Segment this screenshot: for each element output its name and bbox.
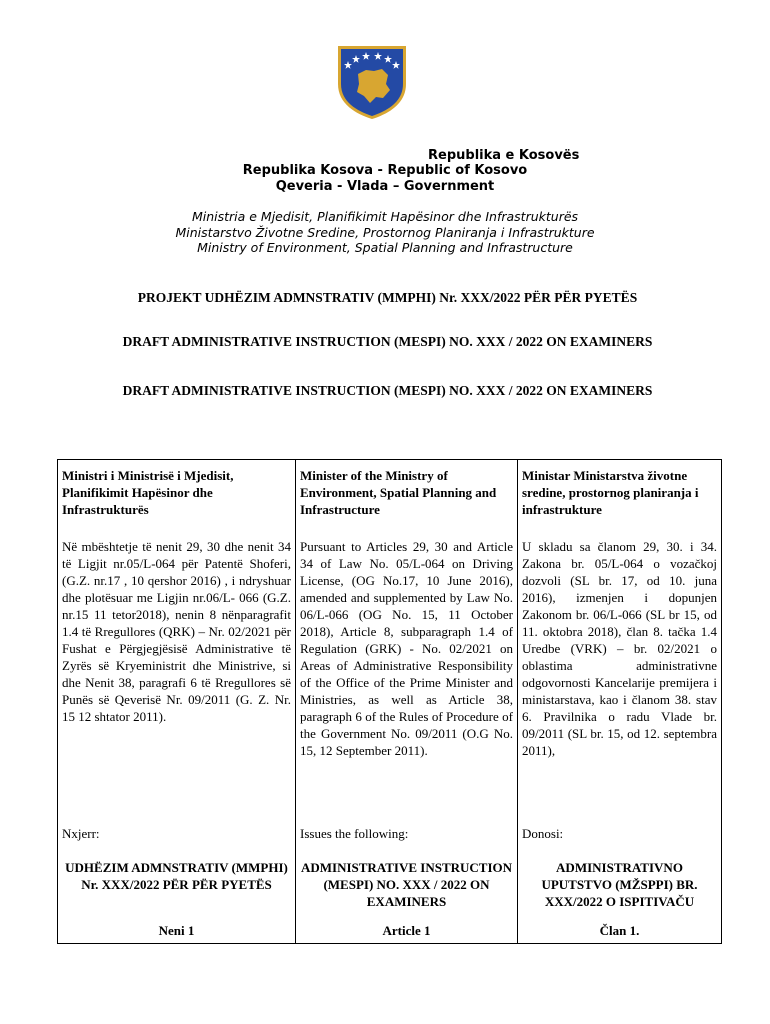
legal-basis-text: U skladu sa članom 29, 30. i 34. Zakona br. 05/L-064 o vozačkoj dozvoli (SL br. 17, od 10. juna 2016), izmenjen i dopunjen Zakonom br. 06/L-066 (SL br 15, od 11. oktobra 2018), član 8. tačka 1.4 Uredbe (VRK) – br. 02/2021 o oblastima administrativne odgovornosti Kancelarije premijera i ministarstava, kao i članom 38. stav 6. Pravilnika o radu Vlade br. 09/2011 (SL br. 15, od 12. septembra 2011), <box>522 539 717 758</box>
article-heading: Neni 1 <box>158 923 195 938</box>
document-title-albanian: PROJEKT UDHËZIM ADMNSTRATIV (MMPHI) Nr. XXX/2022 PËR PËR PYETËS <box>137 290 638 305</box>
header-republic-albanian: Republika e Kosovës <box>428 148 580 163</box>
column-serbian <box>518 460 722 944</box>
legal-basis-text: Pursuant to Articles 29, 30 and Article 34 of Law No. 05/L-064 on Driving License, (OG No.17, 10 June 2016), amended and supplemented by Law No. 06/L-066 (OG No. 15, 11 October 2018), Article 8, subparagraph 1.4 of Regulation (GRK) - No. 02/2021 on Areas of Administrative Responsibility of the Office of the Prime Minister and Ministries, as well as Article 38, paragraph 6 of the Rules of Procedure of the Government No. 09/2011 (O.G No. 15, 12 September 2011). <box>300 539 513 758</box>
instruction-title: UDHËZIM ADMNSTRATIV (MMPHI) Nr. XXX/2022 PËR PËR PYETËS <box>65 860 288 892</box>
document-title-english: DRAFT ADMINISTRATIVE INSTRUCTION (MESPI) NO. XXX / 2022 ON EXAMINERS <box>122 334 653 349</box>
instruction-title: ADMINISTRATIVNO UPUTSTVO (MŽSPPI) BR. XXX/2022 O ISPITIVAČU <box>541 860 698 909</box>
ministry-name-english: Ministry of Environment, Spatial Planning and Infrastructure <box>197 240 573 255</box>
column-heading: Ministar Ministarstva životne sredine, prostornog planiranja i infrastrukture <box>522 468 699 517</box>
column-albanian <box>58 460 296 944</box>
column-english <box>296 460 518 944</box>
header-government: Qeveria - Vlada – Government <box>275 179 495 194</box>
ministry-name-albanian: Ministria e Mjedisit, Planifikimit Hapësinor dhe Infrastrukturës <box>191 209 579 224</box>
instruction-title: ADMINISTRATIVE INSTRUCTION (MESPI) NO. XXX / 2022 ON EXAMINERS <box>300 860 513 909</box>
document-title-english-repeat: DRAFT ADMINISTRATIVE INSTRUCTION (MESPI) NO. XXX / 2022 ON EXAMINERS <box>122 383 653 398</box>
issue-statement: Nxjerr: <box>62 826 100 841</box>
issue-statement: Donosi: <box>522 826 564 841</box>
ministry-name-serbian: Ministarstvo Životne Sredine, Prostornog Planiranja i Infrastrukture <box>175 225 595 240</box>
trilingual-preamble-table <box>57 459 722 944</box>
article-heading: Article 1 <box>382 923 431 938</box>
legal-basis-text: Në mbështetje të nenit 29, 30 dhe nenit 34 të Ligjit nr.05/L-064 për Patentë Shoferi, (G.Z. nr.17 , 10 qershor 2016) , i ndryshuar dhe plotësuar me Ligjin nr.06/L- 066 (G.Z. nr.15 11 tetor2018), nenin 8 nënparagrafit 1.4 të Rregullores (QRK) – Nr. 02/2021 për Fushat e Përgjegjësisë Administrative të Zyrës së Kryeministrit dhe Ministrive, si dhe Nenit 38, paragrafi 6 të Rregullores së Punës së Qeverisë Nr. 09/2011 (G. Z. Nr. 15 12 shtator 2011). <box>62 539 291 724</box>
issue-statement: Issues the following: <box>300 826 409 841</box>
column-heading: Minister of the Ministry of Environment, Spatial Planning and Infrastructure <box>300 468 497 517</box>
article-heading: Član 1. <box>599 923 640 938</box>
header-republic-multilingual: Republika Kosova - Republic of Kosovo <box>242 163 528 178</box>
column-heading: Ministri i Ministrisë i Mjedisit, Planifikimit Hapësinor dhe Infrastrukturës <box>62 468 234 517</box>
kosovo-coat-of-arms-emblem <box>336 40 408 120</box>
